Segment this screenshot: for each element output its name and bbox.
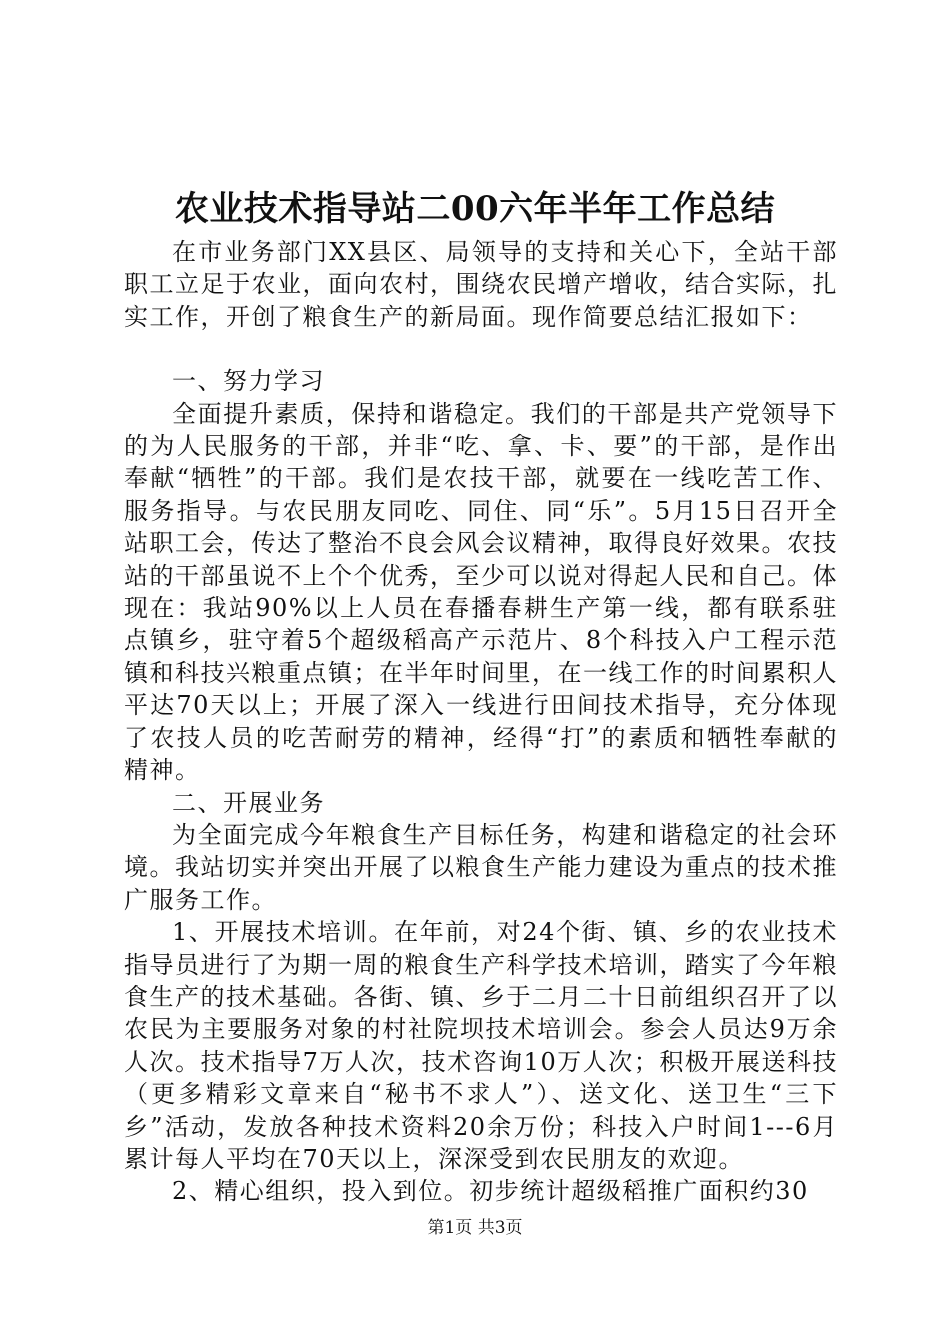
section-heading-business: 二、开展业务 (172, 788, 325, 817)
page-number: 第1页 共3页 (427, 1218, 523, 1238)
document-body (124, 236, 838, 1208)
intro-paragraph: 在市业务部门XX县区、局领导的支持和关心下，全站干部职工立足于农业，面向农村，围绕农民增产增收，结合实际，扎实工作，开创了粮食生产的新局面。现作简要总结汇报如下： (124, 238, 838, 331)
study-paragraph: 全面提升素质，保持和谐稳定。我们的干部是共产党领导下的为人民服务的干部，并非“吃、拿、卡、要”的干部，是作出奉献“牺牲”的干部。我们是农技干部，就要在一线吃苦工作、服务指导。与农民朋友同吃、同住、同“乐”。5月15日召开全站职工会，传达了整治不良会风会议精神，取得良好效果。农技站的干部虽说不上个个优秀，至少可以说对得起人民和自己。体现在：我站90%以上人员在春播春耕生产第一线，都有联系驻点镇乡，驻守着5个超级稻高产示范片、8个科技入户工程示范镇和科技兴粮重点镇；在半年时间里，在一线工作的时间累积人平达70天以上；开展了深入一线进行田间技术指导，充分体现了农技人员的吃苦耐劳的精神，经得“打”的素质和牺牲奉献的精神。 (124, 399, 838, 785)
business-paragraph: 为全面完成今年粮食生产目标任务，构建和谐稳定的社会环境。我站切实并突出开展了以粮食生产能力建设为重点的技术推广服务工作。 (124, 820, 838, 914)
organization-paragraph: 2、精心组织，投入到位。初步统计超级稻推广面积约30 (172, 1177, 809, 1206)
training-paragraph: 1、开展技术培训。在年前，对24个街、镇、乡的农业技术指导员进行了为期一周的粮食生产科学技术培训，踏实了今年粮食生产的技术基础。各街、镇、乡于二月二十日前组织召开了以农民为主要服务对象的村社院坝技术培训会。参会人员达9万余人次。技术指导7万人次，技术咨询10万人次；积极开展送科技（更多精彩文章来自“秘书不求人”）、送文化、送卫生“三下乡”活动，发放各种技术资料20余万份；科技入户时间1---6月累计每人平均在70天以上，深深受到农民朋友的欢迎。 (124, 918, 838, 1173)
document-title: 农业技术指导站二00六年半年工作总结 (174, 189, 776, 229)
section-heading-study: 一、努力学习 (172, 367, 325, 396)
